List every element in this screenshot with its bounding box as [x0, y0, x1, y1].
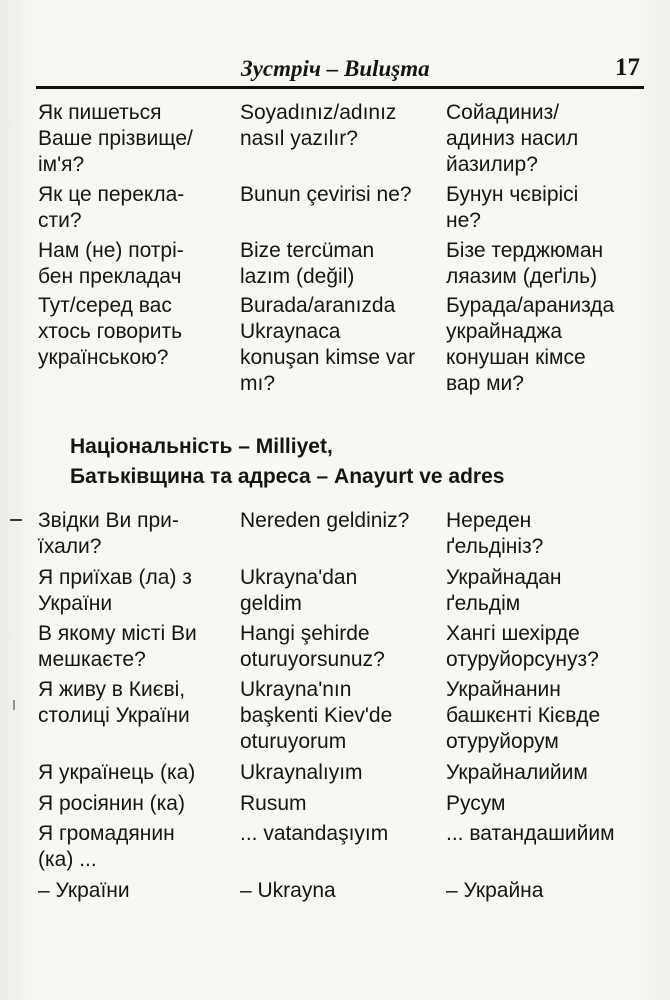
ukrainian-phrase: – України: [38, 879, 130, 902]
turkish-phrase: Bunun çevirisi ne?: [240, 183, 412, 206]
transliteration: – Украйна: [446, 879, 544, 902]
transliteration: Бунун чєвірісі не?: [446, 183, 579, 232]
ukrainian-phrase: В якому місті Ви мешкаєте?: [38, 622, 197, 671]
ukrainian-phrase: Я приїхав (ла) з України: [38, 566, 192, 615]
ukrainian-phrase: Я громадянин (ка) ...: [38, 822, 175, 871]
turkish-phrase: Burada/aranızda Ukraynaca konuşan kimse var mı?: [240, 294, 416, 395]
turkish-phrase: Rusum: [240, 792, 307, 815]
transliteration: Русум: [446, 792, 506, 815]
transliteration: ... ватандашийим: [446, 822, 615, 845]
transliteration: Украйнанин башкєнті Кієвде отуруйорум: [446, 678, 601, 753]
margin-mark: [10, 519, 22, 521]
transliteration: Украйнадан ґельдім: [446, 566, 562, 615]
turkish-phrase: Hangi şehirde oturuyorsunuz?: [240, 622, 385, 671]
turkish-phrase: Ukrayna'nın başkenti Kiev'de oturuyorum: [240, 678, 393, 753]
page-number: 17: [615, 54, 640, 81]
ukrainian-phrase: Як це перекла- сти?: [38, 183, 185, 232]
turkish-phrase: Bize tercüman lazım (değil): [240, 239, 375, 288]
transliteration: Сойадиниз/ адиниз насил йазилир?: [446, 101, 579, 176]
transliteration: Украйналийим: [446, 761, 588, 784]
margin-mark: [13, 700, 15, 710]
transliteration: Нереден ґельдініз?: [446, 509, 544, 558]
transliteration: Хангі шехірде отуруйорсунуз?: [446, 622, 599, 671]
ukrainian-phrase: Я живу в Києві, столиці України: [38, 678, 190, 727]
turkish-phrase: Soyadınız/adınız nasıl yazılır?: [240, 101, 397, 150]
ukrainian-phrase: Як пишеться Ваше прізвище/ ім'я?: [38, 101, 193, 176]
ukrainian-phrase: Нам (не) потрі- бен прекладач: [38, 239, 184, 288]
turkish-phrase: – Ukrayna: [240, 879, 336, 902]
ukrainian-phrase: Звідки Ви при- їхали?: [38, 509, 179, 558]
transliteration: Бурада/аранизда украйнаджа конушан кімсе вар ми?: [446, 294, 615, 395]
turkish-phrase: Nereden geldiniz?: [240, 509, 410, 532]
ukrainian-phrase: Тут/серед вас хтось говорить українською?: [38, 294, 183, 369]
running-title: Зустріч – Buluşma: [241, 56, 430, 81]
transliteration: Бізе терджюман ляазим (деґіль): [446, 239, 604, 288]
ukrainian-phrase: Я росіянин (ка): [38, 792, 185, 815]
section-heading: Національність – Milliyet, Батьківщина та адреса – Anayurt ve adres: [70, 435, 505, 488]
turkish-phrase: Ukraynalıyım: [240, 761, 363, 784]
running-header: [36, 52, 644, 89]
turkish-phrase: Ukrayna'dan geldim: [240, 566, 358, 615]
turkish-phrase: ... vatandaşıyım: [240, 822, 389, 845]
ukrainian-phrase: Я українець (ка): [38, 761, 196, 784]
